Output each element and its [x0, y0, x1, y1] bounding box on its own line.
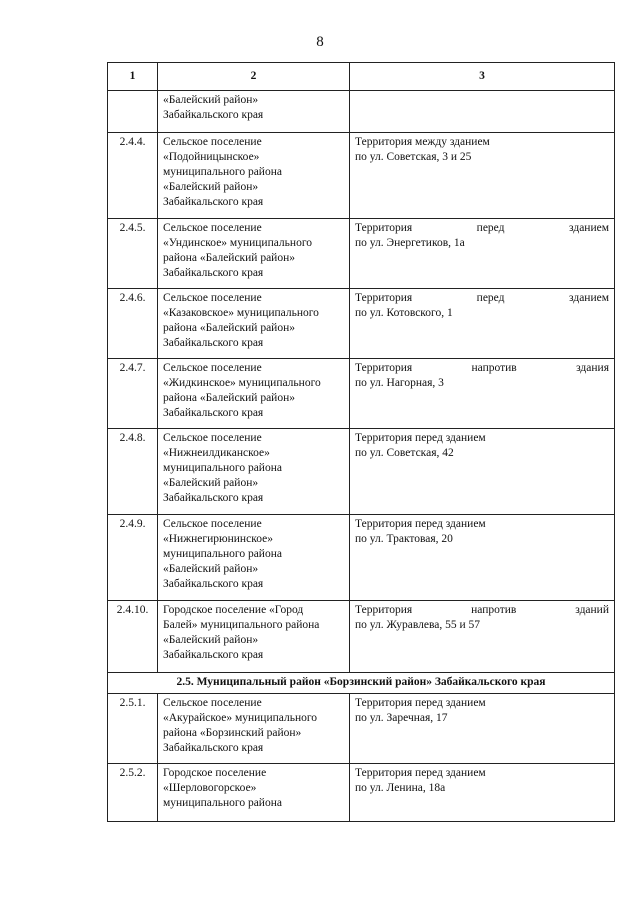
- location-line: по ул. Ленина, 18а: [355, 782, 446, 794]
- settlement-name-line: «Балейский район»: [163, 477, 259, 489]
- settlement-name-line: Сельское поселение: [163, 362, 262, 374]
- settlement-name-line: Забайкальского края: [163, 742, 264, 754]
- table-row: [108, 133, 615, 219]
- settlement-name-line: района «Балейский район»: [163, 392, 295, 404]
- settlement-name-line: «Казаковское» муниципального: [163, 307, 319, 319]
- table-header-row: [108, 63, 615, 91]
- location-description: [350, 601, 615, 673]
- table-row: [108, 219, 615, 289]
- location-line: по ул. Трактовая, 20: [355, 533, 453, 545]
- row-number: 2.4.8.: [108, 429, 158, 515]
- location-description: [350, 289, 615, 359]
- location-line: Территория перед зданием: [355, 518, 486, 530]
- settlement-name-line: Сельское поселение: [163, 432, 262, 444]
- settlement-name-line: «Акурайское» муниципального: [163, 712, 318, 724]
- location-line: по ул. Советская, 3 и 25: [355, 151, 472, 163]
- location-description: [350, 219, 615, 289]
- location-description: [350, 133, 615, 219]
- settlement-name-line: «Подойницынское»: [163, 151, 260, 163]
- row-number: 2.5.2.: [108, 764, 158, 822]
- settlement-name-line: муниципального района: [163, 797, 282, 809]
- settlement-name-line: Забайкальского края: [163, 649, 264, 661]
- location-line: по ул. Энергетиков, 1а: [355, 237, 465, 249]
- section-row: [108, 673, 615, 694]
- location-line: Территория перед зданием: [355, 432, 486, 444]
- settlement-name: [158, 91, 350, 133]
- settlement-name-line: муниципального района: [163, 548, 282, 560]
- settlement-name: [158, 219, 350, 289]
- row-number: [108, 91, 158, 133]
- settlement-name: [158, 359, 350, 429]
- table-row: [108, 515, 615, 601]
- settlement-name-line: Забайкальского края: [163, 578, 264, 590]
- location-line: по ул. Заречная, 17: [355, 712, 448, 724]
- row-number: 2.4.9.: [108, 515, 158, 601]
- location-line: Территория перед зданием: [355, 767, 486, 779]
- settlement-name-line: Забайкальского края: [163, 407, 264, 419]
- settlement-name: [158, 694, 350, 764]
- table-row: [108, 289, 615, 359]
- table-row: [108, 601, 615, 673]
- settlement-name-line: Сельское поселение: [163, 697, 262, 709]
- column-header-3: 3: [350, 63, 615, 91]
- location-line: по ул. Советская, 42: [355, 447, 454, 459]
- row-number: 2.4.5.: [108, 219, 158, 289]
- settlement-name-line: «Нижнегирюнинское»: [163, 533, 273, 545]
- document-table: [107, 62, 615, 822]
- settlement-name-line: «Шерловогорское»: [163, 782, 257, 794]
- row-number: 2.4.7.: [108, 359, 158, 429]
- location-line: по ул. Нагорная, 3: [355, 377, 444, 389]
- settlement-name-line: Сельское поселение: [163, 292, 262, 304]
- page-number: 8: [316, 34, 324, 50]
- section-title: 2.5. Муниципальный район «Борзинский район» Забайкальского края: [108, 673, 615, 694]
- settlement-name-line: Забайкальского края: [163, 196, 264, 208]
- settlement-name-line: «Балейский район»: [163, 94, 259, 106]
- table-row: [108, 694, 615, 764]
- settlement-name-line: Сельское поселение: [163, 518, 262, 530]
- settlement-name-line: «Балейский район»: [163, 181, 259, 193]
- settlement-name-line: Забайкальского края: [163, 109, 264, 121]
- row-number: 2.4.10.: [108, 601, 158, 673]
- settlement-name-line: Сельское поселение: [163, 136, 262, 148]
- settlement-name-line: Сельское поселение: [163, 222, 262, 234]
- table-body-section-2-5: [108, 694, 615, 822]
- settlement-name-line: «Балейский район»: [163, 563, 259, 575]
- settlement-name-line: Забайкальского края: [163, 337, 264, 349]
- location-description: [350, 515, 615, 601]
- settlement-name-line: Городское поселение «Город: [163, 604, 304, 616]
- table-body-section-2-4: [108, 91, 615, 673]
- location-line: по ул. Журавлева, 55 и 57: [355, 619, 481, 631]
- location-description: [350, 359, 615, 429]
- settlement-name: [158, 515, 350, 601]
- settlement-name-line: «Нижнеилдиканское»: [163, 447, 270, 459]
- settlement-name: [158, 429, 350, 515]
- location-line: Территория перед зданием: [355, 292, 609, 304]
- settlement-name-line: муниципального района: [163, 462, 282, 474]
- settlement-name-line: района «Балейский район»: [163, 252, 295, 264]
- settlement-name: [158, 601, 350, 673]
- column-header-2: 2: [158, 63, 350, 91]
- settlement-name: [158, 764, 350, 822]
- table-row: [108, 359, 615, 429]
- location-description: [350, 429, 615, 515]
- location-line: Территория напротив зданий: [355, 604, 609, 616]
- location-line: Территория между зданием: [355, 136, 490, 148]
- settlement-name-line: Забайкальского края: [163, 267, 264, 279]
- settlement-name-line: муниципального района: [163, 166, 282, 178]
- location-description: [350, 764, 615, 822]
- row-number: 2.4.4.: [108, 133, 158, 219]
- location-description: [350, 91, 615, 133]
- settlement-name-line: Балей» муниципального района: [163, 619, 320, 631]
- settlement-name-line: «Балейский район»: [163, 634, 259, 646]
- location-line: Территория напротив здания: [355, 362, 609, 374]
- settlement-name-line: «Ундинское» муниципального: [163, 237, 312, 249]
- settlement-name-line: Забайкальского края: [163, 492, 264, 504]
- settlement-name-line: района «Борзинский район»: [163, 727, 302, 739]
- location-line: Территория перед зданием: [355, 222, 609, 234]
- table-row: [108, 429, 615, 515]
- row-number: 2.4.6.: [108, 289, 158, 359]
- location-description: [350, 694, 615, 764]
- settlement-name-line: Городское поселение: [163, 767, 267, 779]
- location-line: Территория перед зданием: [355, 697, 486, 709]
- row-number: 2.5.1.: [108, 694, 158, 764]
- settlement-name-line: «Жидкинское» муниципального: [163, 377, 321, 389]
- table-row: [108, 91, 615, 133]
- location-line: по ул. Котовского, 1: [355, 307, 453, 319]
- settlement-name: [158, 133, 350, 219]
- table-row: [108, 764, 615, 822]
- settlement-name-line: района «Балейский район»: [163, 322, 295, 334]
- column-header-1: 1: [108, 63, 158, 91]
- settlement-name: [158, 289, 350, 359]
